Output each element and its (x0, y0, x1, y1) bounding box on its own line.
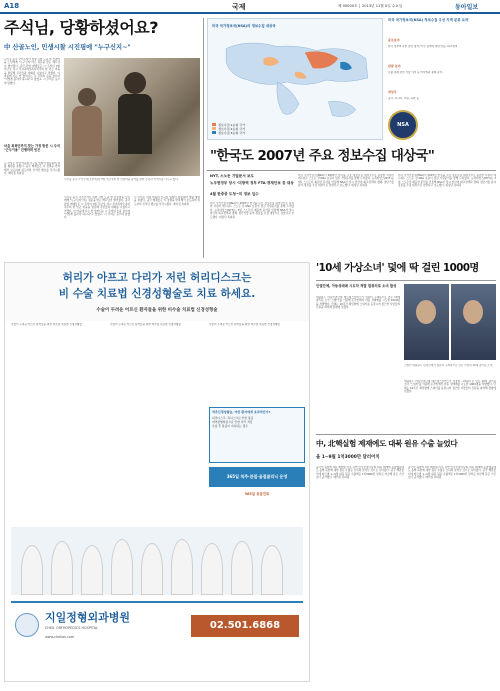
story1-subhead: 中 산골노인, 민생시찰 시진핑에 "누구신지~" (4, 44, 131, 51)
ad-box-item: 허리디스크, 목디스크로 인한 통증 (212, 416, 254, 420)
newspaper-logo: 동아일보 (455, 4, 479, 11)
sidebar-item-label: 중요분야 (388, 37, 400, 42)
story2-subhead-3: 4월 한중중 도청~미 정보 입수 (210, 192, 259, 196)
africa-shape (277, 82, 299, 114)
story3-body-col1: 네덜란드 아동인권단체 테르데스호머스가 컴퓨터 그래픽으로 만든 10세 필리핀 소녀 '스위티'를 이용해 온라인에서 아동 성매매를 시도한 1000명을 적발했다. 단체는 10주간 채팅방에 스위티를 등장시켜 접근한 사람들의 신원을 파악해 경찰에 넘겼다. (316, 296, 400, 310)
hospital-website: www.cheilos.com (45, 635, 75, 639)
map-title: 미국 국가정보국(NSA)의 정보수집 대상국 (212, 24, 276, 28)
doctor-figure-icon (231, 541, 253, 595)
ad-box-item: 척추관협착증으로 인한 다리 저림 (212, 420, 253, 424)
face-icon (416, 300, 436, 324)
world-map-graphic (208, 19, 382, 139)
ad-body-col2: 수술이 두려운 어르신 환자들을 위한 비수술 치료법 신경성형술 (110, 323, 181, 326)
hospital-advertisement (4, 262, 310, 682)
nsa-world-map (207, 18, 383, 140)
hospital-name-en: CHEIL ORTHOPEDICS HOSPITAL (45, 626, 98, 630)
story2-body-col1: 미국 국가안보국(NSA)이 2007년 한국을 주요 정보수집 대상국으로 분류한 사실이 에드워드 스노든 전 NSA 요원이 넘긴 기밀문서를 통해 드러났다. 뉴욕타임스(NYT)는 3일 스노든이 제공한 문서를 인용해 NSA가 당시 한국의 외교정책과 경제, 첨단기술 분야 정보를 수집 대상으로 삼았다고 보도했다. 워싱턴 특파원 (210, 202, 294, 219)
story1-body-col1: 시진핑 중국 국가주석이 지방 시찰 도중 한 산골마을 노인에게 "누구신지"라는 질문을 받는 해프닝이 벌어졌다. 중국 관영 매체들은 시 주석이 3일 후난성 샹시 투자족먀오족자치주의 한 빈곤 마을을 방문해 주민들과 대화를 나눴다고 전했다. 이 마을에 사는 한 할머니는 시 주석의 손을 잡으며 "어떻게 불러야 하느냐"고 물었고, 시 주석은 웃으며 답했다. (4, 58, 60, 85)
story3-headline: '10세 가상소녀' 덫에 딱 걸린 1000명 (316, 263, 479, 274)
story2-headline: "한국도 2007년 주요 정보수집 대상국" (210, 149, 435, 164)
story2-body-col3: 미국 국가안보국(NSA)이 2007년 한국을 주요 정보수집 대상국으로 분류한 사실이 에드워드 스노든 전 NSA 요원이 넘긴 기밀문서를 통해 드러났다. 뉴욕타임스(NYT)는 3일 스노든이 제공한 문서를 인용해 NSA가 당시 한국의 외교정책과 경제, 첨단기술 분야 정보를 수집 대상으로 삼았다고 보도했다. 워싱턴 특파원 (398, 174, 496, 188)
legend-label: 정보수집 2순위 국가 (218, 127, 246, 131)
story2-subhead-1: NYT, 스노든 기밀문서 보도 (210, 174, 254, 178)
story4-headline: 中, 北핵실험 제재에도 대북 원유 수출 늘었다 (316, 439, 458, 448)
story3-body-col2: 네덜란드 아동인권단체 테르데스호머스가 컴퓨터 그래픽으로 만든 10세 필리핀 소녀 '스위티'를 이용해 온라인에서 아동 성매매를 시도한 1000명을 적발했다. 단체는 10주간 채팅방에 스위티를 등장시켜 접근한 사람들의 신원을 파악해 경찰에 넘겼다. (404, 380, 496, 394)
person-figure-icon (72, 106, 102, 156)
story3-photo-caption: 스위티 네덜란드 인권단체가 컴퓨터 그래픽으로 만든 가상의 10세 필리핀 소녀. (404, 364, 494, 367)
sidebar-item-text: 중국, 러시아, 이란, 북한 등 (388, 97, 419, 101)
story1-inner-subhead: 마을 최북단까지 찾는 가정 방문 시 주석 "근두이용" 진행하며 빈곤 (4, 144, 60, 152)
story2-body-col2: 미국 국가안보국(NSA)이 2007년 한국을 주요 정보수집 대상국으로 분류한 사실이 에드워드 스노든 전 NSA 요원이 넘긴 기밀문서를 통해 드러났다. 뉴욕타임스(NYT)는 3일 스노든이 제공한 문서를 인용해 NSA가 당시 한국의 외교정책과 경제, 첨단기술 분야 정보를 수집 대상으로 삼았다고 보도했다. 워싱턴 특파원 (298, 174, 394, 188)
story1-body-col2: 시진핑 중국 국가주석이 지방 시찰 도중 한 산골마을 노인에게 "누구신지"라는 질문을 받는 해프닝이 벌어졌다. 중국 관영 매체들은 시 주석이 3일 후난성 샹시 투자족먀오족자치주의 한 빈곤 마을을 방문해 주민들과 대화를 나눴다고 전했다. 이 마을에 사는 한 할머니는 시 주석의 손을 잡으며 "어떻게 불러야 하느냐"고 물었고, 시 주석은 웃으며 답했다. (64, 196, 130, 220)
dateline: 제 00000호 │ 2013년 11월 0일 수요일 (338, 4, 403, 8)
doctor-figure-icon (141, 543, 163, 595)
page-header (0, 0, 500, 14)
map-legend (212, 123, 380, 139)
horizontal-rule (207, 170, 496, 171)
doctor-figure-icon (51, 541, 73, 595)
story3-photo (404, 284, 496, 362)
story3-subhead: 인권단체, 아동성매매 시도자 적발 컴퓨터로 소녀 합성 (316, 284, 397, 288)
page-number: A18 (4, 2, 20, 10)
ad-headline-1: 허리가 아프고 다리가 저린 허리디스크는 (62, 272, 252, 284)
ad-box-title: 척추신경성형술, 어떤 환자에게 효과적인가? (212, 410, 271, 414)
story1-headline: 주석님, 당황하셨어요? (4, 18, 159, 37)
column-divider (203, 18, 204, 258)
ad-banner-text: 365일 척추·관절·골절클리닉 운영 (226, 474, 288, 479)
doctor-figure-icon (201, 543, 223, 595)
legend-label: 정보수집 3순위 국가 (218, 131, 246, 135)
sidebar-item-text: 수출 통제 관련 기술 이전 등 미사일과 통제 분야 (388, 71, 443, 74)
virtual-girl-image (404, 284, 449, 360)
person-figure-icon (118, 94, 152, 154)
ad-banner (209, 467, 305, 487)
story1-body-col3: 시 주석은 이날 마을의 가구를 일일이 방문하며 생활 형편을 살폈다. 중국 매체들은 이 장면을 반복해서 보도하며 지도자의 친서민 행보를 부각시켰다. 베이징 특파원 (134, 196, 200, 206)
story4-body-col2: 중국이 북한의 3차 핵실험 이후 유엔 안전보장이사회 대북 제재에 동참했음에도 올해 북한에 대한 원유 수출은 오히려 늘어난 것으로 나타났다. 중국 해관총서에 따르면 1~9월 대북 원유 수출액은 1억3000만 달러로 지난해 같은 기간보다 증가했다. 베이징 특파원 (408, 466, 496, 480)
virtual-girl-image (451, 284, 496, 360)
doctor-figure-icon (171, 539, 193, 595)
person-figure-icon (124, 72, 146, 94)
ad-body-col1: 수술이 두려운 어르신 환자들을 위한 비수술 치료법 신경성형술 (11, 323, 82, 326)
face-icon (463, 300, 483, 324)
story4-subhead: 올 1~9월 1억3000만 달러어치 (316, 455, 380, 460)
sidebar-title: 미국 국가정보국(NSA) 정보수집 우선 지역 분류 요약 (388, 18, 469, 22)
story4-body-col1: 중국이 북한의 3차 핵실험 이후 유엔 안전보장이사회 대북 제재에 동참했음에도 올해 북한에 대한 원유 수출은 오히려 늘어난 것으로 나타났다. 중국 해관총서에 따르면 1~9월 대북 원유 수출액은 1억3000만 달러로 지난해 같은 기간보다 증가했다. 베이징 특파원 (316, 466, 404, 480)
doctor-group-photo (11, 527, 303, 595)
legend-swatch (212, 123, 216, 126)
horizontal-rule (316, 434, 496, 435)
ad-box-item: 수술 후 통증이 지속되는 경우 (212, 424, 248, 428)
ad-info-box (209, 407, 305, 463)
section-title: 국제 (232, 3, 246, 11)
sidebar-item-text: 한국 정부의 북한 관련 정책, 미국 정책에 대한 반응, 외교정책 (388, 44, 458, 48)
australia-shape (328, 101, 356, 116)
story1-photo (64, 58, 200, 176)
ad-headline-2: 비 수술 치료법 신경성형술로 치료 하세요. (58, 288, 256, 300)
story1-photo-caption: 시진핑 중국 국가주석(오른쪽)이 3일 후난성의 한 산골마을 농가를 찾아 주민과 이야기를 나누고 있다. (64, 178, 179, 181)
sidebar-item (388, 52, 496, 74)
ad-intro: 수술이 두려운 어르신 환자들을 위한 비수술 치료법 신경성형술 (96, 308, 218, 313)
doctor-figure-icon (21, 545, 43, 595)
legend-label: 정보수집 1순위 국가 (218, 123, 246, 127)
hospital-logo-icon (15, 613, 39, 637)
ad-emergency-label: 365일 응급진료 (244, 492, 270, 496)
doctor-figure-icon (261, 545, 283, 595)
ad-footer (11, 601, 303, 677)
legend-swatch (212, 127, 216, 130)
ad-body-col3: 수술이 두려운 어르신 환자들을 위한 비수술 치료법 신경성형술 (209, 323, 280, 326)
sidebar-item (388, 26, 496, 48)
story1-body-col1b: 시 주석은 이날 마을의 가구를 일일이 방문하며 생활 형편을 살폈다. 중국 매체들은 이 장면을 반복해서 보도하며 지도자의 친서민 행보를 부각시켰다. 베이징 특파원 (4, 162, 60, 176)
person-figure-icon (78, 88, 96, 106)
doctor-figure-icon (81, 545, 103, 595)
sidebar-item-label: 대상국 (388, 90, 397, 95)
sidebar-item (388, 78, 496, 100)
doctor-figure-icon (111, 539, 133, 595)
hospital-phone: 02.501.6868 (191, 615, 299, 637)
nsa-seal-icon: NSA (388, 110, 418, 140)
legend-swatch (212, 131, 216, 134)
story2-subhead-2: 노무현정부 당시 -미방역 정부 FTA·경제안보 등 대상 (210, 181, 294, 185)
horizontal-rule (316, 280, 496, 281)
sidebar-item-label: 관찰 분야 (388, 64, 401, 68)
hospital-name: 지일정형외과병원 (45, 611, 131, 624)
